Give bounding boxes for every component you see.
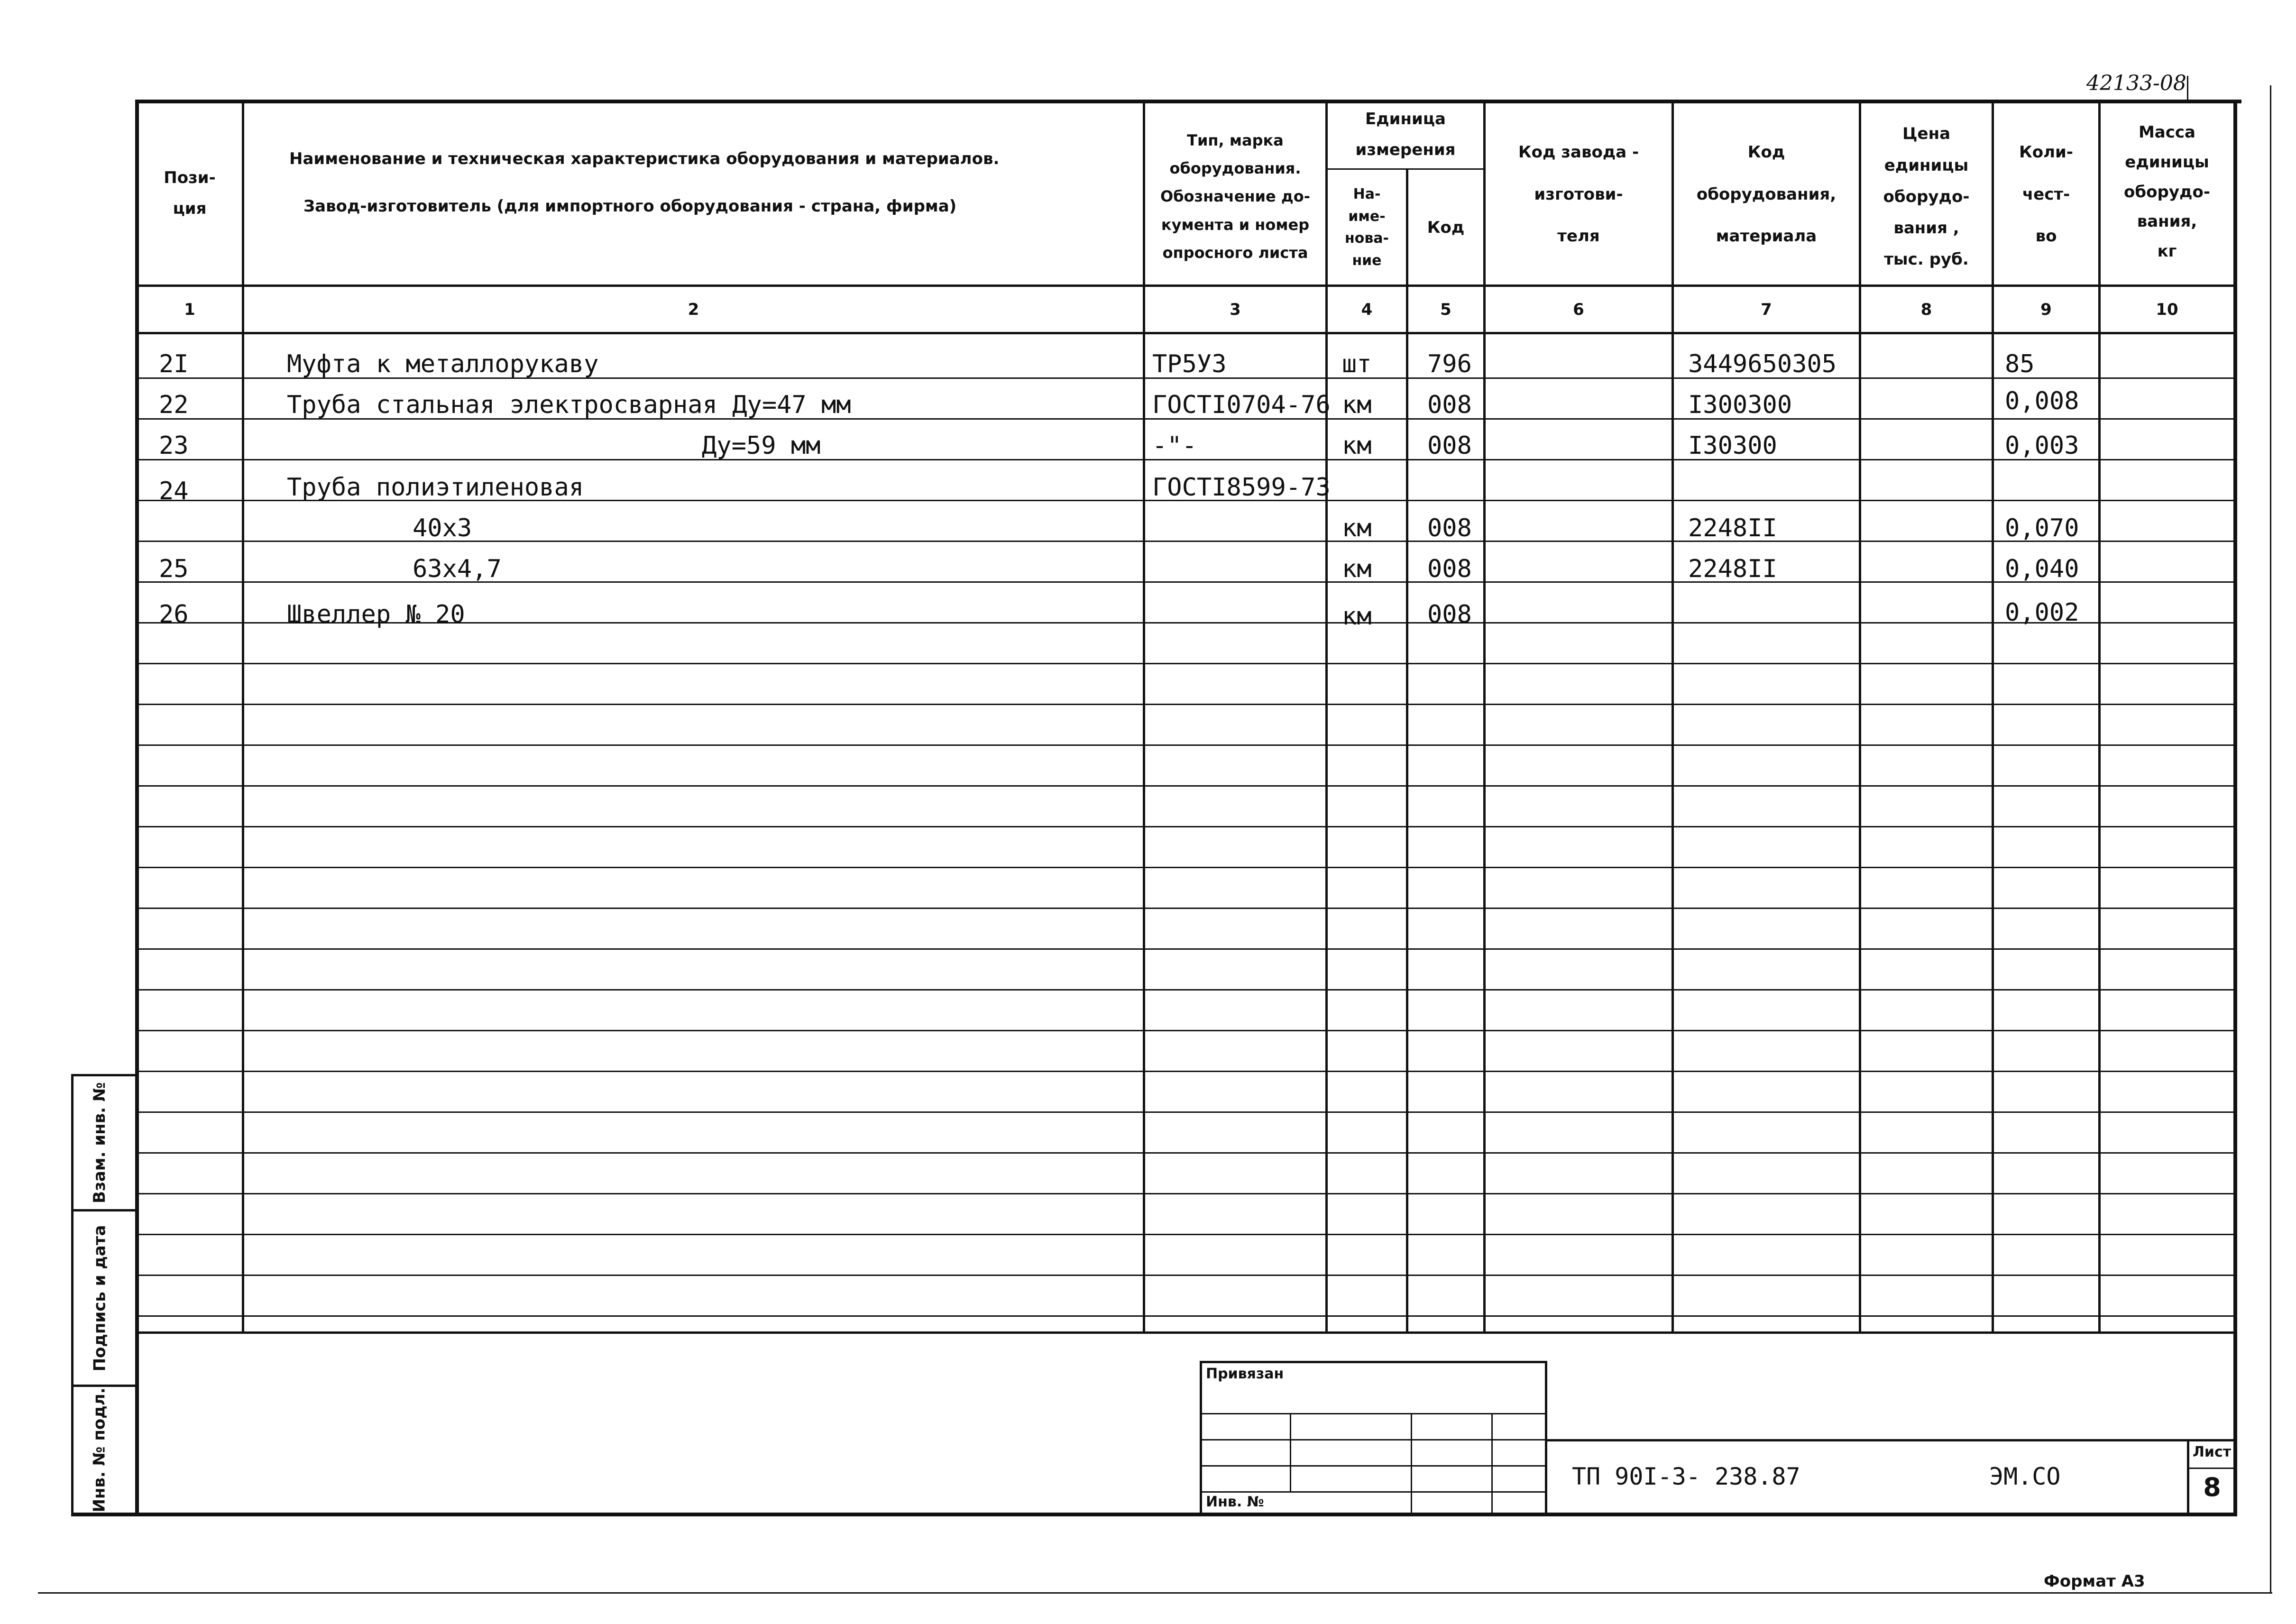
doc-section: ЭМ.СО [1989,1463,2061,1490]
row-3-name: Ду=59 мм [702,431,821,460]
side-stamp-podpis: Подпись и дата [90,1225,110,1371]
row-5-name: 40х3 [413,514,472,542]
row-3-position: 23 [159,431,189,460]
header-material-code: Код оборудования, материала [1696,143,1837,246]
format-label: Формат А3 [2044,1572,2145,1591]
sheet-label: Лист [2193,1444,2232,1460]
frame-bottom [71,1513,2237,1516]
table-row-line [138,1152,2236,1154]
row-2-type: ГОСТI0704-76 [1152,391,1331,419]
col-number-1: 1 [184,300,195,319]
header-position: Пози- ция [164,168,216,218]
corner-mark: 42133-08 [2086,71,2186,95]
doc-code-top [1545,1439,2235,1441]
col-numbers-bottom-line [135,332,2236,334]
table-row-line [138,704,2236,705]
row-2-unit: км [1342,391,1372,419]
table-row-line [138,1193,2236,1194]
row-6-unit: км [1342,555,1372,583]
frame-top [135,100,2241,103]
privyazan-col-2 [1411,1413,1412,1513]
row-7-code: 008 [1427,600,1472,629]
row-7-position: 26 [159,600,189,629]
side-stamp-inv-podl: Инв. № подл. [90,1387,109,1513]
sheet-right-edge [2270,85,2271,1593]
row-5-unit: км [1342,514,1372,542]
row-5-material: 2248II [1688,514,1777,542]
col-line-4 [1406,168,1408,1332]
header-unit-code: Код [1427,218,1465,237]
row-6-qty: 0,040 [2005,555,2079,583]
row-3-material: I30300 [1688,431,1777,460]
table-row-line [138,1071,2236,1072]
row-4-type: ГОСТI8599-73 [1152,473,1331,502]
header-price: Цена единицы оборудо- вания , тыс. руб. [1883,124,1970,269]
row-1-material: 3449650305 [1688,350,1837,378]
table-row-line [138,785,2236,787]
table-row-line [138,663,2236,664]
row-4-position: 24 [159,477,189,505]
privyazan-row-3 [1200,1465,1546,1467]
header-name-line2: Завод-изготовитель (для импортного оборудования - страна, фирма) [303,196,957,216]
header-mass: Масса единицы оборудо- вания, кг [2124,122,2210,261]
privyazan-col-3 [1491,1413,1493,1513]
frame-right [2233,100,2237,1515]
header-bottom-line [135,284,2236,287]
col-number-2: 2 [688,300,699,319]
corner-divider [2187,76,2188,100]
col-number-10: 10 [2156,300,2178,319]
row-6-material: 2248II [1688,555,1777,583]
table-row-line [138,867,2236,868]
row-7-unit: км [1342,602,1372,631]
table-row-line [138,989,2236,991]
col-number-6: 6 [1573,300,1584,319]
col-number-5: 5 [1440,300,1451,319]
row-3-qty: 0,003 [2005,431,2079,460]
row-1-type: ТР5У3 [1152,350,1227,378]
row-7-qty: 0,002 [2005,598,2079,627]
col-line-8 [1992,100,1994,1332]
table-row-line [138,1275,2236,1276]
sheet-number: 8 [2203,1472,2221,1502]
col-number-4: 4 [1361,300,1373,319]
table-bottom-line [135,1331,2236,1334]
row-2-name: Труба стальная электросварная Ду=47 мм [287,391,851,419]
privyazan-row-2 [1200,1439,1546,1440]
table-row-line [138,1315,2236,1317]
side-stamp-vzam: Взам. инв. № [90,1082,109,1203]
row-6-code: 008 [1427,555,1472,583]
header-quantity: Коли- чест- во [2019,143,2073,246]
table-row-line [138,1234,2236,1235]
table-row-line [138,744,2236,746]
sheet-box-divider [2187,1468,2234,1469]
row-2-material: I300300 [1688,391,1792,419]
row-4-name: Труба полиэтиленовая [287,473,584,502]
row-1-qty: 85 [2005,350,2035,378]
sheet-box-left [2187,1439,2189,1515]
col-line-9 [2098,100,2101,1332]
sheet-bottom-edge [38,1592,2272,1594]
row-2-code: 008 [1427,391,1472,419]
row-6-position: 25 [159,555,189,583]
unit-group-divider [1325,168,1483,170]
table-row-line [138,948,2236,950]
col-line-2 [1143,100,1145,1332]
col-line-7 [1859,100,1861,1332]
row-3-type: -"- [1152,431,1197,460]
header-unit-name: На- име- нова- ние [1344,186,1389,269]
header-type: Тип, марка оборудования. Обозначение до- кумента и номер опросного листа [1160,131,1310,262]
row-1-position: 2I [159,350,189,378]
col-line-6 [1671,100,1674,1332]
row-7-name: Швеллер № 20 [287,600,465,629]
table-row-line [138,1111,2236,1113]
privyazan-col-1 [1290,1413,1291,1491]
row-1-code: 796 [1427,350,1472,378]
inv-no-label: Инв. № [1206,1494,1264,1510]
doc-code: ТП 90I-3- 238.87 [1572,1463,1800,1490]
privyazan-row-1 [1200,1413,1546,1414]
col-number-3: 3 [1230,300,1241,319]
header-factory-code: Код завода - изготови- теля [1518,143,1639,246]
privyazan-label: Привязан [1206,1366,1284,1382]
col-line-3 [1325,100,1328,1332]
row-2-qty: 0,008 [2005,387,2079,415]
row-3-unit: км [1342,431,1372,460]
col-line-5 [1483,100,1486,1332]
privyazan-top [1200,1361,1546,1363]
col-line-1 [242,100,244,1332]
header-name-line1: Наименование и техническая характеристика оборудования и материалов. [289,149,1000,168]
col-number-7: 7 [1761,300,1772,319]
header-unit-group: Единица измерения [1355,110,1456,159]
row-1-name: Муфта к металлорукаву [287,350,599,378]
row-5-code: 008 [1427,514,1472,542]
row-6-name: 63х4,7 [413,555,502,583]
table-row-line [138,1030,2236,1031]
privyazan-row-4 [1200,1491,1546,1493]
table-row-line [138,908,2236,909]
col-number-8: 8 [1920,300,1932,319]
row-1-unit: шт [1342,350,1372,378]
row-2-position: 22 [159,391,189,419]
table-row-line [138,826,2236,827]
row-5-qty: 0,070 [2005,514,2079,542]
col-number-9: 9 [2040,300,2052,319]
row-3-code: 008 [1427,431,1472,460]
